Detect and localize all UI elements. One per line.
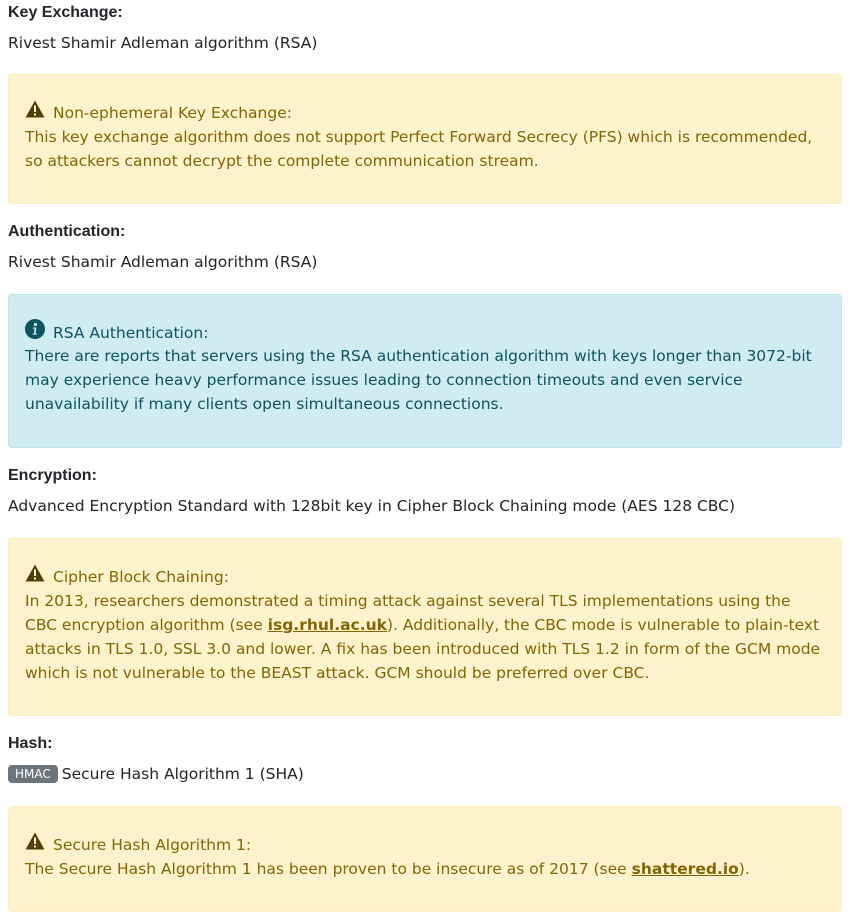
hash-value: Secure Hash Algorithm 1 (SHA) [61,765,304,783]
hash-alert [8,806,842,912]
alert-title: Non-ephemeral Key Exchange: [53,104,292,122]
authentication-label: Authentication: [8,223,126,240]
alert-title: Cipher Block Chaining: [53,568,229,586]
hash-value-row [8,762,304,786]
encryption-label: Encryption: [8,467,97,484]
isg-rhul-link[interactable]: isg.rhul.ac.uk [267,616,387,634]
key-exchange-value: Rivest Shamir Adleman algorithm (RSA) [8,34,318,52]
alert-body [25,857,825,881]
warning-icon [25,563,45,583]
alert-title: RSA Authentication: [53,324,209,342]
alert-title: Secure Hash Algorithm 1: [53,836,252,854]
alert-heading [25,321,208,345]
key-exchange-label: Key Exchange: [8,4,123,21]
alert-heading [25,565,229,589]
alert-heading [25,833,251,857]
alert-body-text: ). [738,860,750,878]
encryption-alert [8,538,842,716]
shattered-io-link[interactable]: shattered.io [631,860,739,878]
hash-label: Hash: [8,735,53,752]
alert-heading [25,101,292,125]
encryption-value: Advanced Encryption Standard with 128bit key in Cipher Block Chaining mode (AES 128 CBC) [8,497,736,515]
warning-icon [25,99,45,119]
authentication-alert [8,294,842,448]
alert-body-text: In 2013, researchers demonstrated a timing attack against several TLS implementations using the CBC encryption algorithm (see [25,592,791,634]
warning-icon [25,831,45,851]
hmac-badge: HMAC [8,765,58,783]
key-exchange-alert [8,74,842,204]
alert-body-text: The Secure Hash Algorithm 1 has been proven to be insecure as of 2017 (see [25,860,632,878]
alert-body: This key exchange algorithm does not support Perfect Forward Secrecy (PFS) which is recommended, so attackers cannot decrypt the complete communication stream. [25,128,813,170]
alert-body-text: ). Additionally, the CBC mode is vulnerable to plain-text attacks in TLS 1.0, SSL 3.0 and lower. A fix has been introduced with TLS 1.2 in form of the GCM mode which is not vulnerable to the BEAST attack. GCM should be preferred over CBC. [25,616,821,682]
alert-body: There are reports that servers using the RSA authentication algorithm with keys longer than 3072-bit may experience heavy performance issues leading to connection timeouts and even service unavailability if many clients open simultaneous connections. [25,347,812,413]
authentication-value: Rivest Shamir Adleman algorithm (RSA) [8,253,318,271]
info-icon [25,319,45,339]
alert-body [25,589,825,685]
